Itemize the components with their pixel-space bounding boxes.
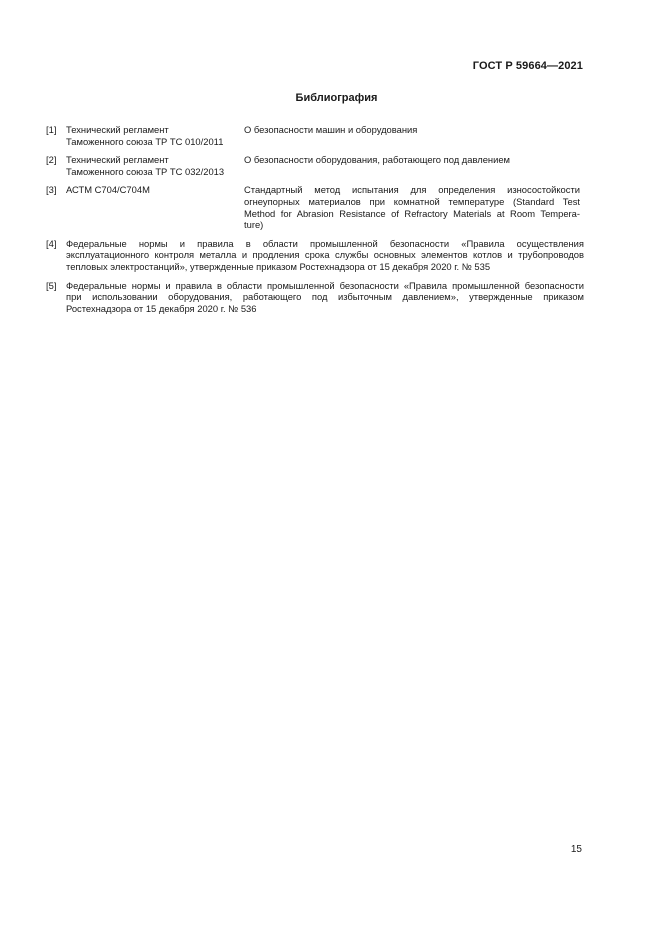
entry-designation: Технический регламент Таможенного союза ТР ТС 032/2013 [66, 154, 225, 177]
bibliography-entry [46, 238, 584, 273]
entry-number: [2] [46, 154, 57, 166]
entry-designation: АСТМ С704/С704М [66, 184, 150, 196]
bibliography-entry [46, 154, 584, 177]
bibliography-entry [46, 280, 584, 315]
entry-number: [1] [46, 124, 57, 135]
entry-title: О безопасности оборудования, работающего под давлением [244, 154, 510, 166]
entry-text: Федеральные нормы и правила в области промышленной безопасности «Правила промышленной безопасности при использовании оборудования, работающего под избыточным давлением», утвержденные приказом Ростехнадзора от 15 декабря 2020 г. № 536 [66, 279, 584, 314]
bibliography-title: Библиография [295, 92, 378, 104]
entry-text: Федеральные нормы и правила в области промышленной безопасности «Правила осуществления эксплуатационного контроля металла и продления срока службы основных элементов котлов и трубопроводов тепловых электростанций», утвержденные приказом Ростехнадзора от 15 декабря 2020 г. № 535 [66, 237, 584, 272]
entry-designation: Технический регламент Таможенного союза ТР ТС 010/2011 [66, 124, 224, 147]
bibliography-entry [46, 184, 584, 230]
document-code: ГОСТ Р 59664—2021 [472, 60, 583, 72]
bibliography-list [46, 124, 584, 321]
entry-number: [4] [46, 237, 57, 249]
entry-number: [5] [46, 279, 57, 291]
bibliography-entry [46, 124, 584, 147]
entry-title: Стандартный метод испытания для определения износостойкости огнеупорных материалов при комнатной температуре (Standard Test Method for Abrasion Resistance of Refractory Materials at Room Tempera- ture) [244, 184, 580, 231]
entry-number: [3] [46, 184, 57, 196]
page-number: 15 [570, 844, 582, 855]
entry-title: О безопасности машин и оборудования [244, 124, 418, 135]
